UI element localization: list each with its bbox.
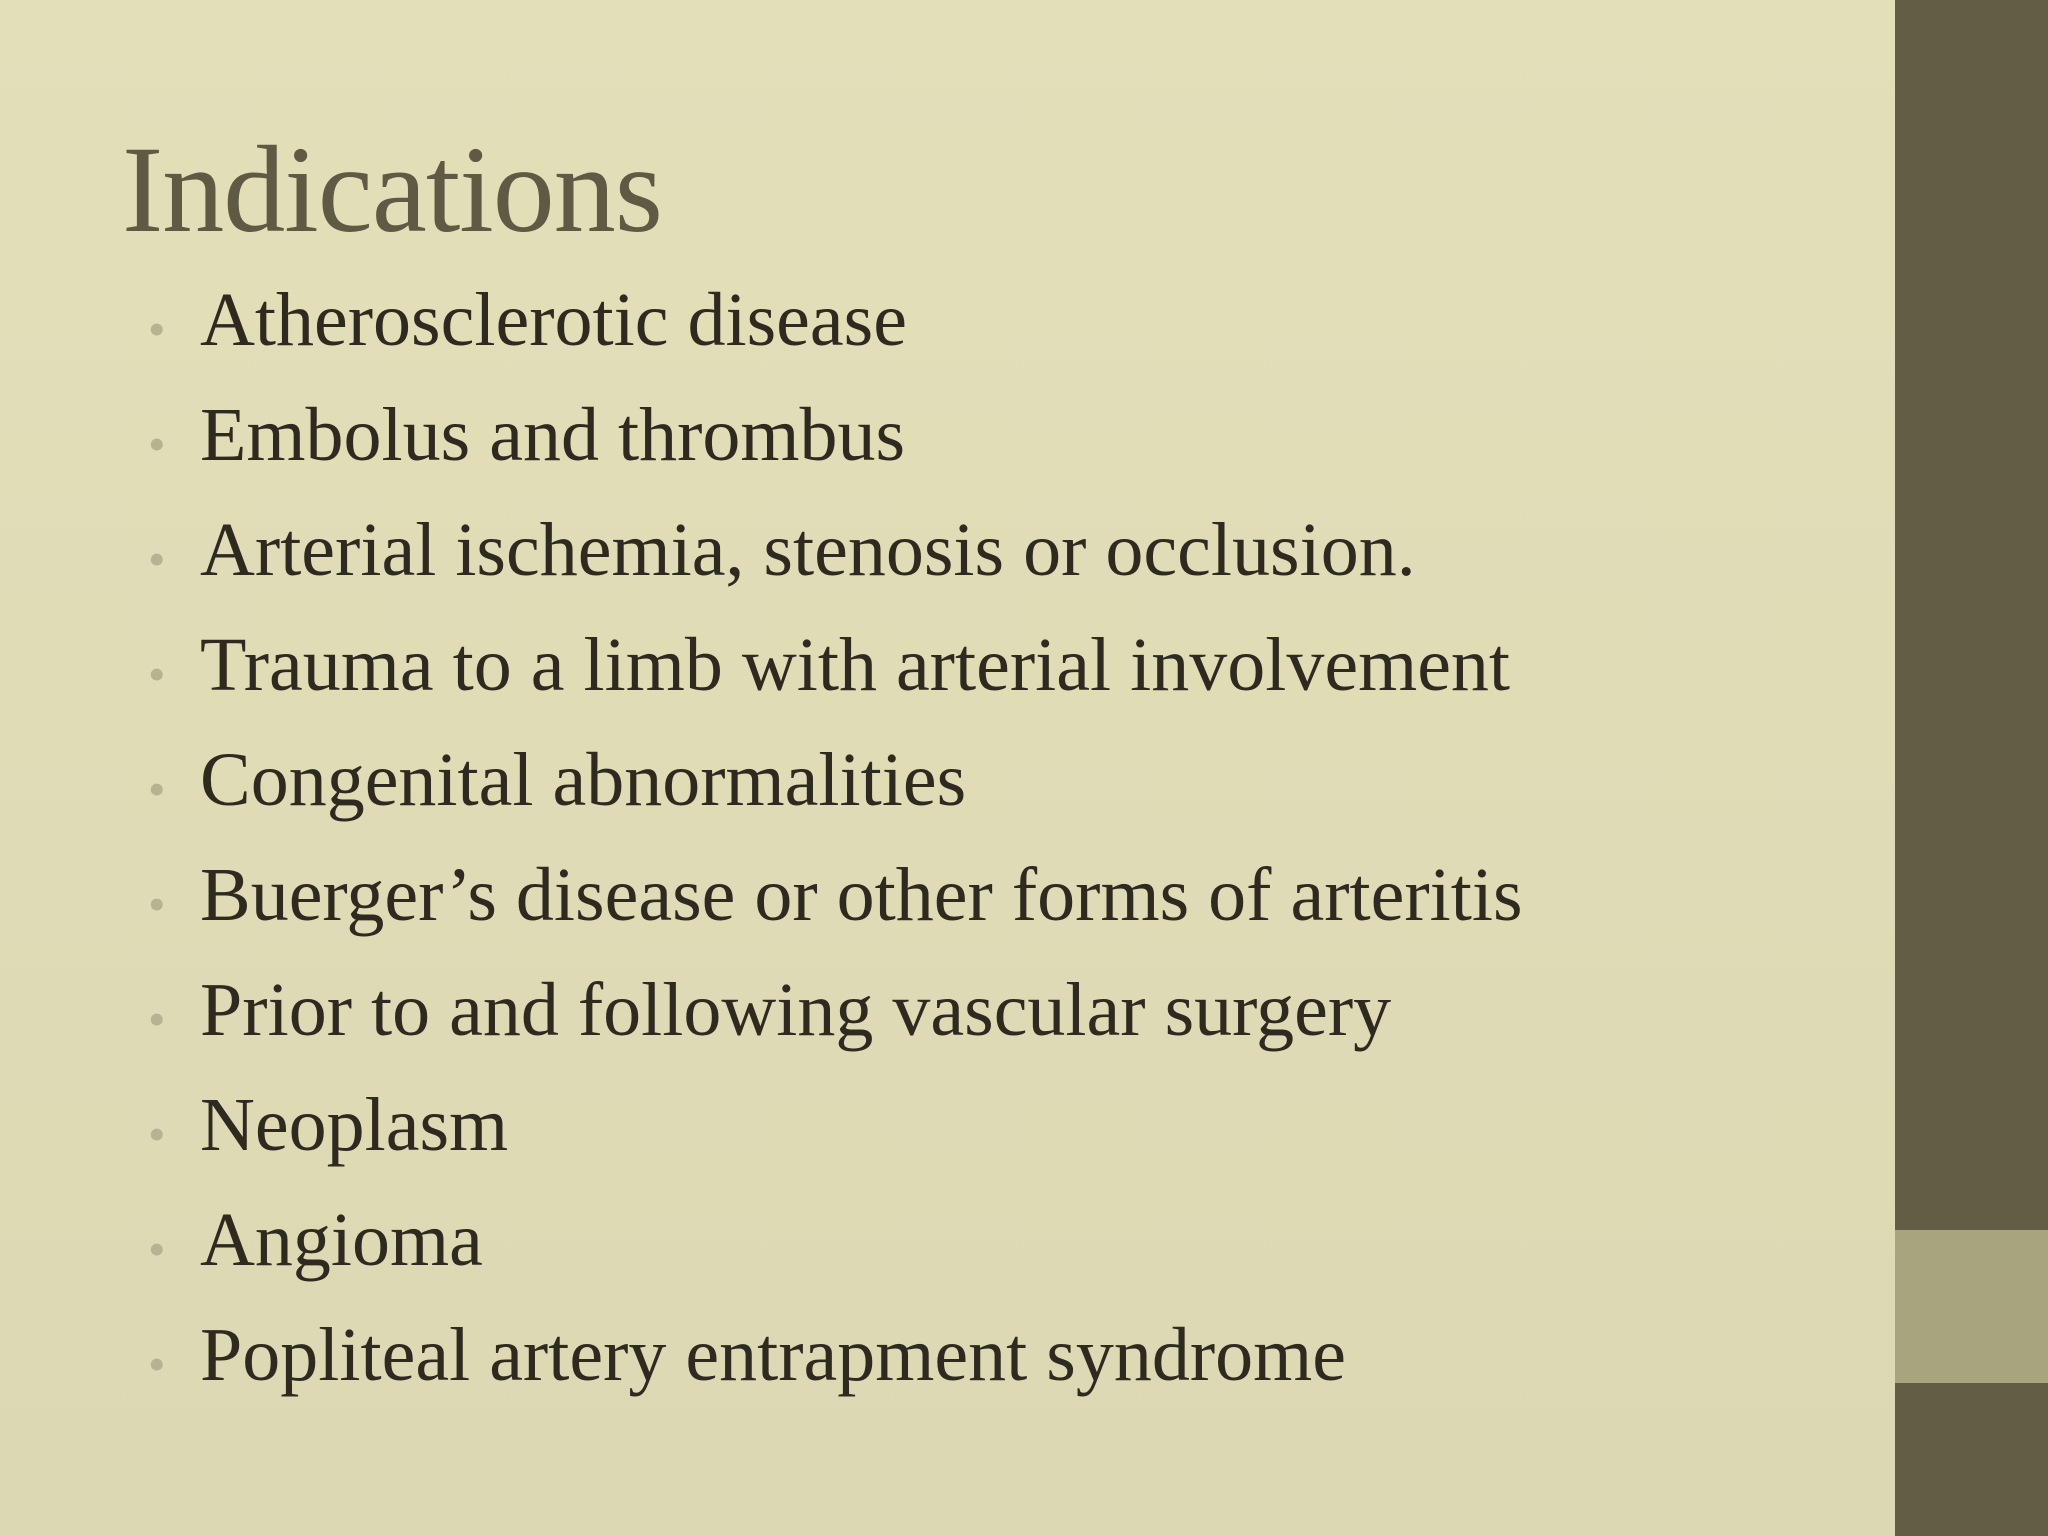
bullet-item-popliteal-entrapment bbox=[148, 1307, 1523, 1422]
slide-title: Indications bbox=[122, 121, 662, 258]
bullet-text: Arterial ischemia, stenosis or occlusion. bbox=[200, 508, 1416, 592]
bullet-text: Trauma to a limb with arterial involvement bbox=[200, 623, 1511, 707]
bullet-dot-icon: • bbox=[148, 761, 166, 817]
bullet-list bbox=[148, 272, 1523, 1422]
bullet-dot-icon: • bbox=[148, 1106, 166, 1162]
bullet-item-vascular-surgery bbox=[148, 962, 1523, 1077]
bullet-item-congenital-abnormalities bbox=[148, 732, 1523, 847]
bullet-dot-icon: • bbox=[148, 646, 166, 702]
bullet-item-embolus-thrombus bbox=[148, 387, 1523, 502]
bullet-text: Embolus and thrombus bbox=[200, 393, 906, 477]
bullet-text: Buerger’s disease or other forms of arteritis bbox=[200, 853, 1523, 937]
bullet-item-atherosclerotic-disease bbox=[148, 272, 1523, 387]
bullet-dot-icon: • bbox=[148, 1336, 166, 1392]
bullet-text: Prior to and following vascular surgery bbox=[200, 968, 1392, 1052]
right-accent-block bbox=[1895, 1230, 2048, 1383]
bullet-dot-icon: • bbox=[148, 876, 166, 932]
bullet-item-trauma-limb bbox=[148, 617, 1523, 732]
bullet-item-buergers-disease bbox=[148, 847, 1523, 962]
bullet-dot-icon: • bbox=[148, 991, 166, 1047]
bullet-dot-icon: • bbox=[148, 416, 166, 472]
bullet-dot-icon: • bbox=[148, 301, 166, 357]
bullet-dot-icon: • bbox=[148, 1221, 166, 1277]
bullet-text: Neoplasm bbox=[200, 1083, 509, 1167]
bullet-item-arterial-ischemia bbox=[148, 502, 1523, 617]
bullet-text: Atherosclerotic disease bbox=[200, 278, 907, 362]
bullet-text: Popliteal artery entrapment syndrome bbox=[200, 1313, 1346, 1397]
bullet-text: Angioma bbox=[200, 1198, 483, 1282]
bullet-item-neoplasm bbox=[148, 1077, 1523, 1192]
bullet-item-angioma bbox=[148, 1192, 1523, 1307]
bullet-dot-icon: • bbox=[148, 531, 166, 587]
bullet-text: Congenital abnormalities bbox=[200, 738, 967, 822]
